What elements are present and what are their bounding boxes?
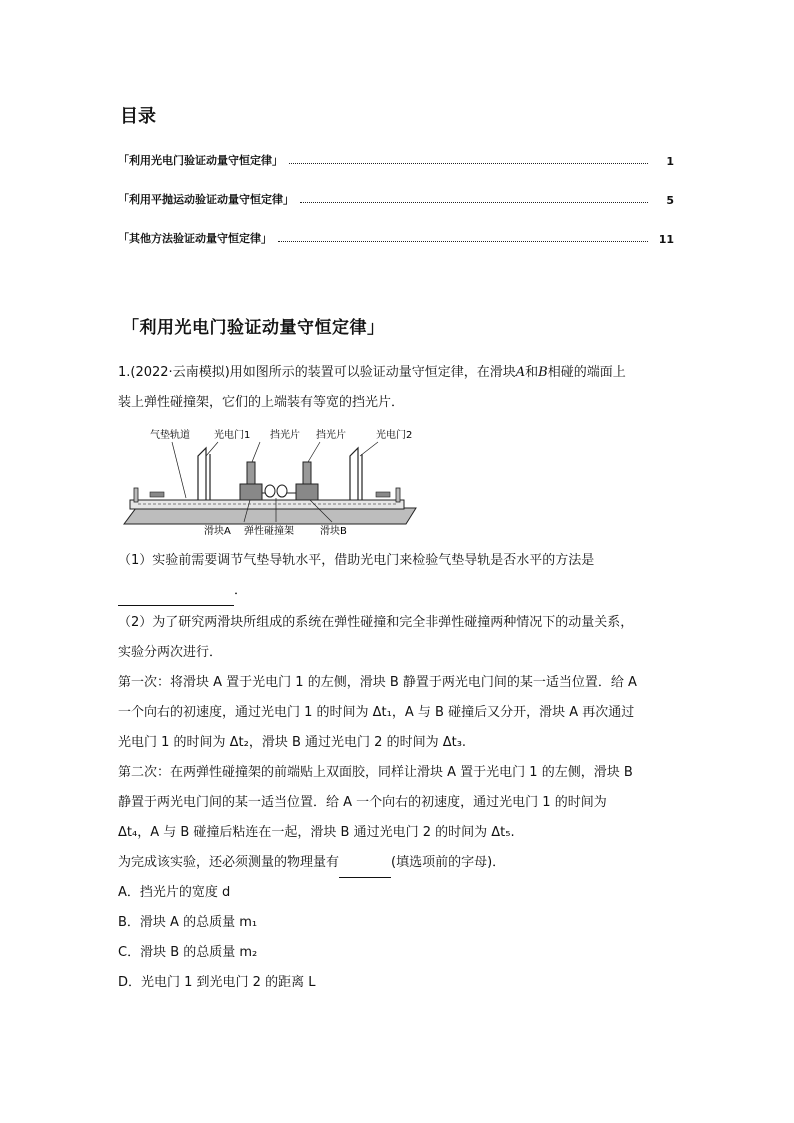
figure-label-gate2: 光电门2 (376, 430, 413, 441)
figure-label-bumper: 弹性碰撞架 (244, 526, 294, 537)
toc-entry-page: 11 (658, 233, 674, 246)
figure-label-slider-b: 滑块B (320, 526, 347, 537)
question-prompt: 为完成该实验，还必须测量的物理量有 (填选项前的字母)． (118, 848, 678, 878)
toc-entry[interactable] (118, 189, 674, 207)
second-trial-line: Δt₄，A 与 B 碰撞后粘连在一起，滑块 B 通过光电门 2 的时间为 Δt₅. (118, 825, 515, 840)
toc-entry-label: 「利用光电门验证动量守恒定律」 (118, 154, 283, 167)
toc-title: 目录 (120, 106, 156, 127)
air-track-apparatus-figure (120, 426, 420, 544)
first-trial-line: 第一次：将滑块 A 置于光电门 1 的左侧，滑块 B 静置于两光电门间的某一适当位置．给 A (118, 675, 637, 690)
toc-entry-page: 1 (666, 155, 674, 168)
option-a[interactable]: A．挡光片的宽度 d (118, 885, 231, 900)
toc-leader-dots (289, 163, 648, 164)
option-b[interactable]: B．滑块 A 的总质量 m₁ (118, 915, 258, 930)
figure-label-track: 气垫轨道 (150, 430, 190, 441)
answer-blank[interactable] (118, 591, 234, 606)
part-1-text: （1）实验前需要调节气垫导轨水平，借助光电门来检验气垫导轨是否水平的方法是 (118, 553, 595, 568)
toc-entry-page: 5 (666, 194, 674, 207)
question-intro-line: 装上弹性碰撞架，它们的上端装有等宽的挡光片． (118, 395, 405, 410)
option-c[interactable]: C．滑块 B 的总质量 m₂ (118, 945, 258, 960)
question-intro (118, 358, 678, 418)
question-intro-line: 1.(2022·云南模拟)用如图所示的装置可以验证动量守恒定律，在滑块A和B相碰的端面上 (118, 365, 626, 380)
section-heading: 「利用光电门验证动量守恒定律」 (122, 318, 385, 338)
figure-label-gate1: 光电门1 (214, 430, 251, 441)
figure-label-shade1: 挡光片 (270, 430, 300, 441)
answer-blank[interactable] (339, 865, 391, 878)
second-trial-line: 第二次：在两弹性碰撞架的前端贴上双面胶，同样让滑块 A 置于光电门 1 的左侧，滑块 B (118, 765, 633, 780)
toc-entry-label: 「利用平抛运动验证动量守恒定律」 (118, 193, 294, 206)
part-2-line: 实验分两次进行． (118, 645, 223, 660)
part-1-answer-line: ． (118, 576, 678, 606)
part-2-line: （2）为了研究两滑块所组成的系统在弹性碰撞和完全非弹性碰撞两种情况下的动量关系， (118, 615, 634, 630)
figure-label-shade2: 挡光片 (316, 430, 346, 441)
toc-entry[interactable] (118, 228, 674, 246)
option-d[interactable]: D．光电门 1 到光电门 2 的距离 L (118, 975, 316, 990)
toc-leader-dots (278, 241, 648, 242)
toc-entry[interactable] (118, 150, 674, 168)
toc-leader-dots (300, 202, 648, 203)
part-2 (118, 608, 678, 998)
part-1 (118, 546, 678, 606)
toc-entry-label: 「其他方法验证动量守恒定律」 (118, 232, 272, 245)
figure-label-slider-a: 滑块A (204, 526, 231, 537)
first-trial-line: 光电门 1 的时间为 Δt₂，滑块 B 通过光电门 2 的时间为 Δt₃. (118, 735, 467, 750)
second-trial-line: 静置于两光电门间的某一适当位置．给 A 一个向右的初速度，通过光电门 1 的时间为 (118, 795, 607, 810)
first-trial-line: 一个向右的初速度，通过光电门 1 的时间为 Δt₁，A 与 B 碰撞后又分开，滑块 A 再次通过 (118, 705, 635, 720)
